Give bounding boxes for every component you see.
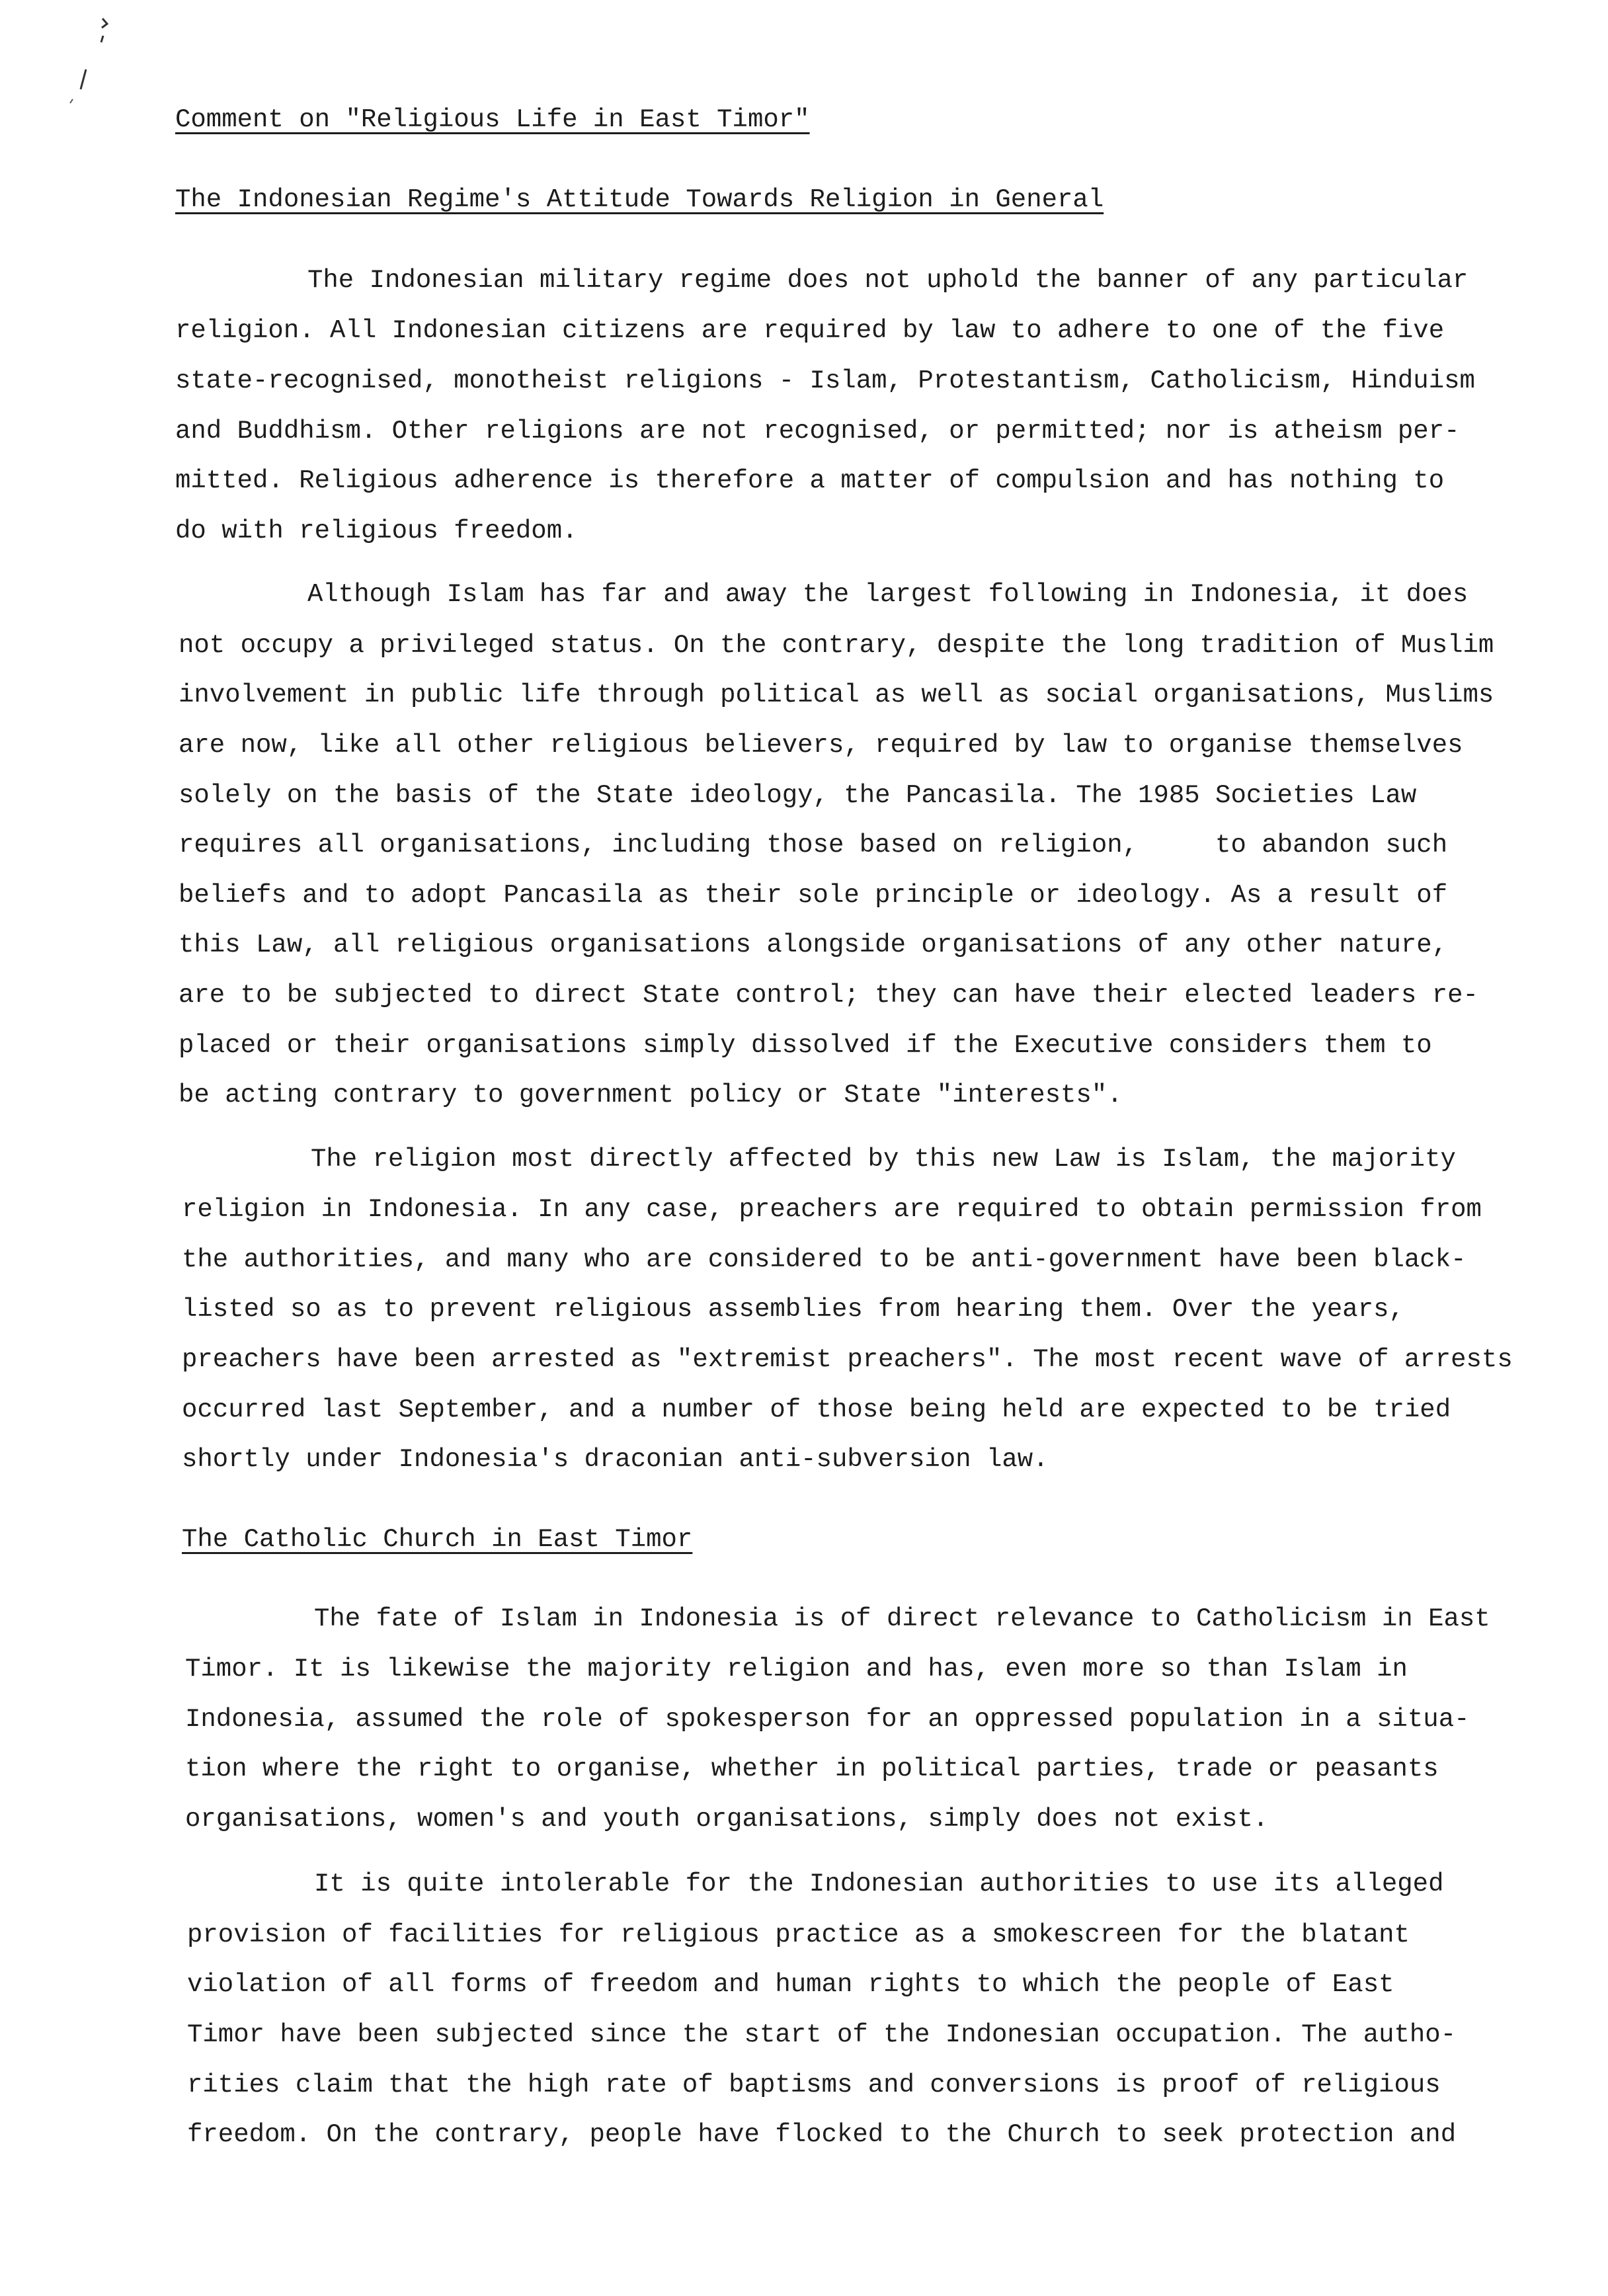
paragraph-line: beliefs and to adopt Pancasila as their sole principle or ideology. As a result of — [179, 881, 1448, 910]
paragraph-line: The religion most directly affected by this new Law is Islam, the majority — [311, 1145, 1456, 1174]
paragraph-line: Although Islam has far and away the largest following in Indonesia, it does — [307, 580, 1468, 609]
paragraph-line: tion where the right to organise, whether in political parties, trade or peasants — [185, 1754, 1439, 1784]
paragraph-line: placed or their organisations simply dissolved if the Executive considers them to — [179, 1031, 1432, 1060]
paragraph-line: are now, like all other religious believers, required by law to organise themselves — [179, 731, 1463, 760]
paragraph-line: religion. All Indonesian citizens are required by law to adhere to one of the five — [175, 316, 1445, 345]
paragraph-line: organisations, women's and youth organisations, simply does not exist. — [185, 1805, 1269, 1834]
paragraph-line: preachers have been arrested as "extremist preachers". The most recent wave of arrests — [182, 1345, 1513, 1374]
paragraph-line: occurred last September, and a number of those being held are expected to be tried — [182, 1395, 1451, 1424]
paragraph-line: involvement in public life through political as well as social organisations, Muslims — [179, 680, 1494, 710]
paragraph-line: freedom. On the contrary, people have flocked to the Church to seek protection and — [187, 2120, 1457, 2149]
paragraph-line: Timor have been subjected since the start of the Indonesian occupation. The autho- — [187, 2020, 1457, 2049]
paragraph-line: violation of all forms of freedom and human rights to which the people of East — [187, 1970, 1394, 1999]
paragraph-line: Timor. It is likewise the majority religion and has, even more so than Islam in — [185, 1655, 1408, 1684]
paragraph-line: rities claim that the high rate of baptisms and conversions is proof of religious — [187, 2070, 1441, 2100]
paragraph-line: listed so as to prevent religious assemblies from hearing them. Over the years, — [182, 1295, 1404, 1324]
paragraph-line: be acting contrary to government policy or State "interests". — [179, 1081, 1123, 1110]
paragraph-line: this Law, all religious organisations alongside organisations of any other nature, — [179, 930, 1448, 960]
handwritten-margin-marks — [46, 7, 126, 106]
paragraph-line: Indonesia, assumed the role of spokesperson for an oppressed population in a situa- — [185, 1705, 1470, 1734]
paragraph-line: are to be subjected to direct State control; they can have their elected leaders re- — [179, 981, 1478, 1010]
paragraph-line: religion in Indonesia. In any case, preachers are required to obtain permission from — [182, 1195, 1482, 1224]
paragraph-line: do with religious freedom. — [175, 516, 578, 546]
paragraph-line: It is quite intolerable for the Indonesian authorities to use its alleged — [314, 1869, 1444, 1899]
paragraph-line: and Buddhism. Other religions are not recognised, or permitted; nor is atheism per- — [175, 417, 1460, 446]
paragraph-line: state-recognised, monotheist religions - Islam, Protestantism, Catholicism, Hinduism — [175, 366, 1475, 395]
paragraph-line: provision of facilities for religious practice as a smokescreen for the blatant — [187, 1920, 1410, 1949]
paragraph-line: solely on the basis of the State ideology, the Pancasila. The 1985 Societies Law — [179, 781, 1417, 810]
document-title: Comment on "Religious Life in East Timor" — [175, 105, 810, 134]
section-heading-regime-attitude: The Indonesian Regime's Attitude Towards Religion in General — [175, 185, 1104, 214]
paragraph-line: shortly under Indonesia's draconian anti-subversion law. — [182, 1445, 1049, 1474]
paragraph-line: requires all organisations, including those based on religion, to abandon such — [179, 831, 1448, 860]
paragraph-line: not occupy a privileged status. On the contrary, despite the long tradition of Muslim — [179, 631, 1494, 660]
paragraph-line: The Indonesian military regime does not uphold the banner of any particular — [307, 266, 1468, 295]
paragraph-line: The fate of Islam in Indonesia is of direct relevance to Catholicism in East — [314, 1604, 1490, 1633]
paragraph-line: mitted. Religious adherence is therefore a matter of compulsion and has nothing to — [175, 466, 1445, 495]
section-heading-catholic-church: The Catholic Church in East Timor — [182, 1525, 693, 1554]
paragraph-line: the authorities, and many who are considered to be anti-government have been black- — [182, 1245, 1467, 1274]
